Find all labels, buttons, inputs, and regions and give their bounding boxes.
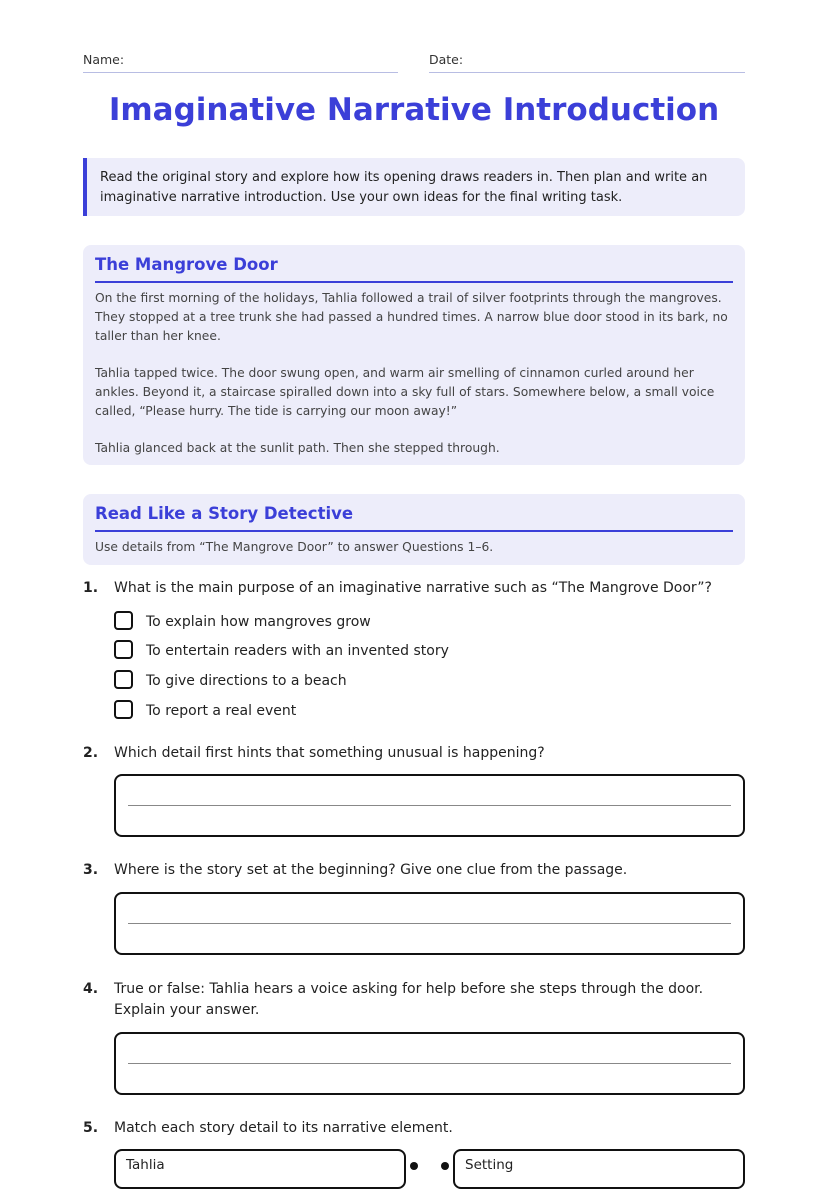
option-1a[interactable]	[114, 611, 371, 633]
match-dot-right[interactable]	[441, 1162, 449, 1170]
question-text: Match each story detail to its narrative element.	[114, 1120, 453, 1136]
answer-box-2[interactable]	[114, 774, 745, 837]
question-number: 1.	[83, 580, 99, 596]
answer-box-4[interactable]	[114, 1032, 745, 1095]
detective-subtitle: Use details from “The Mangrove Door” to answer Questions 1–6.	[95, 540, 494, 554]
option-label: To report a real event	[146, 703, 297, 719]
detective-panel	[83, 494, 745, 565]
option-1d[interactable]	[114, 700, 296, 722]
checkbox[interactable]	[114, 611, 133, 630]
option-label: To explain how mangroves grow	[146, 614, 371, 630]
question-number: 3.	[83, 862, 99, 878]
checkbox[interactable]	[114, 670, 133, 689]
question-text: What is the main purpose of an imaginative narrative such as “The Mangrove Door”?	[114, 580, 712, 596]
story-paragraph: Tahlia tapped twice. The door swung open, and warm air smelling of cinnamon curled around her ankles. Beyond it, a staircase spiralled down into a sky full of stars. Somewhere below, a small voice called, “Please hurry. The tide is carrying our moon away!”	[95, 366, 715, 418]
question-text: Where is the story set at the beginning? Give one clue from the passage.	[114, 862, 628, 878]
story-paragraph: Tahlia glanced back at the sunlit path. Then she stepped through.	[95, 441, 500, 455]
date-label: Date:	[429, 52, 464, 67]
name-label: Name:	[83, 52, 125, 67]
answer-box-3[interactable]	[114, 892, 745, 955]
story-title: The Mangrove Door	[95, 245, 733, 283]
match-detail-box[interactable]	[114, 1149, 406, 1189]
checkbox[interactable]	[114, 640, 133, 659]
match-dot-left[interactable]	[410, 1162, 418, 1170]
match-detail-label: Tahlia	[126, 1157, 165, 1173]
question-number: 2.	[83, 745, 99, 761]
question-3	[83, 860, 745, 881]
option-1b[interactable]	[114, 640, 449, 662]
question-5	[83, 1118, 745, 1139]
question-number: 5.	[83, 1120, 99, 1136]
worksheet-title: Imaginative Narrative Introduction	[108, 92, 720, 128]
option-1c[interactable]	[114, 670, 347, 692]
answer-line	[128, 805, 731, 806]
question-4	[83, 979, 745, 1021]
story-paragraph: On the first morning of the holidays, Tahlia followed a trail of silver footprints through the mangroves. They stopped at a tree trunk she had passed a hundred times. A narrow blue door stood in its bark, no taller than her knee.	[95, 291, 728, 343]
question-number: 4.	[83, 981, 99, 997]
detective-title: Read Like a Story Detective	[95, 494, 733, 532]
name-field[interactable]	[83, 52, 398, 73]
match-element-label: Setting	[465, 1157, 514, 1173]
date-field[interactable]	[429, 52, 745, 73]
answer-line	[128, 1063, 731, 1064]
intro-callout: Read the original story and explore how its opening draws readers in. Then plan and write an imaginative narrative introduction. Use your own ideas for the final writing task.	[83, 158, 745, 216]
question-1	[83, 578, 745, 599]
question-text: True or false: Tahlia hears a voice asking for help before she steps through the door. Explain your answer.	[114, 981, 704, 1018]
option-label: To give directions to a beach	[146, 673, 347, 689]
question-2	[83, 743, 745, 764]
name-date-row	[83, 52, 745, 74]
checkbox[interactable]	[114, 700, 133, 719]
answer-line	[128, 923, 731, 924]
match-element-box[interactable]	[453, 1149, 745, 1189]
option-label: To entertain readers with an invented story	[146, 643, 449, 659]
story-panel	[83, 245, 745, 465]
question-text: Which detail first hints that something unusual is happening?	[114, 745, 545, 761]
